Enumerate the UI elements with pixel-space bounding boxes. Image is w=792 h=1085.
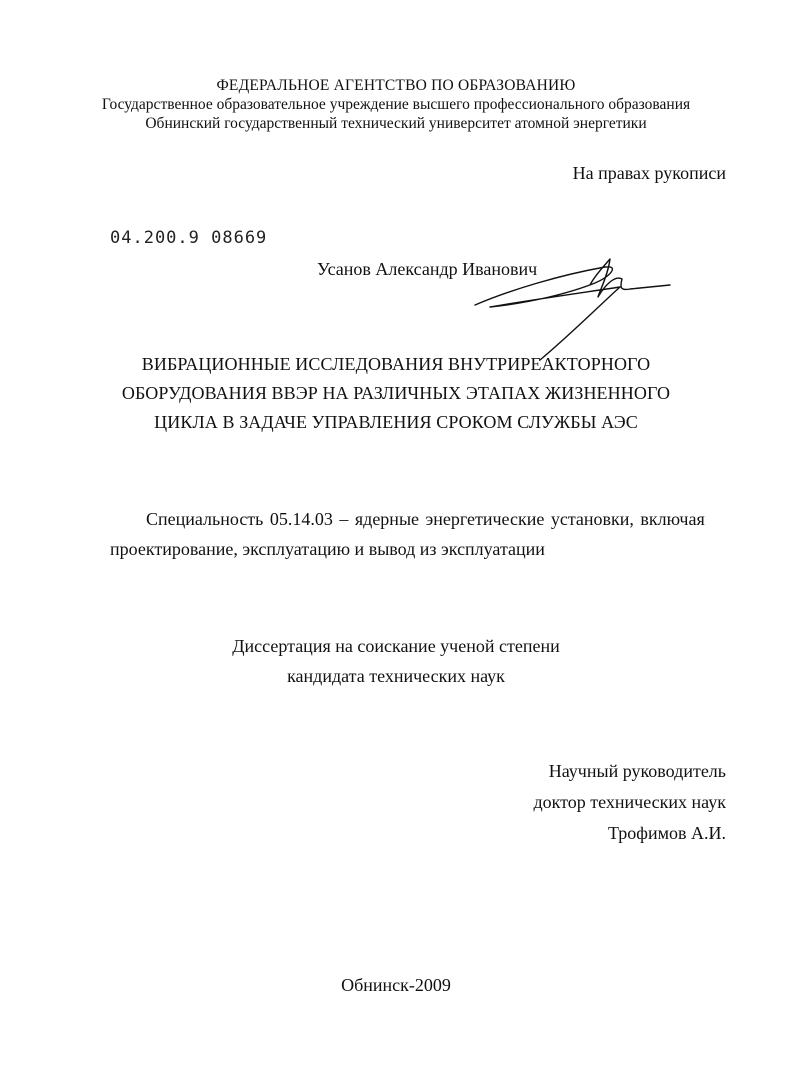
title-line: ОБОРУДОВАНИЯ ВВЭР НА РАЗЛИЧНЫХ ЭТАПАХ ЖИЗНЕННОГО [121, 383, 671, 403]
specialty-line-2: проектирование, эксплуатацию и вывод из эксплуатации [110, 539, 545, 559]
degree-name: кандидата технических наук [287, 666, 505, 686]
manuscript-rights-note: На правах рукописи [572, 163, 726, 183]
handwritten-signature [470, 245, 680, 365]
dissertation-purpose: Диссертация на соискание ученой степени [232, 636, 560, 656]
place-and-year: Обнинск-2009 [341, 975, 451, 995]
agency-heading: ФЕДЕРАЛЬНОЕ АГЕНТСТВО ПО ОБРАЗОВАНИЮ [216, 77, 576, 94]
registration-number-stamp: 04.200.9 08669 [110, 228, 268, 248]
supervisor-degree: доктор технических наук [533, 792, 726, 812]
supervisor-role: Научный руководитель [548, 761, 726, 781]
supervisor-name: Трофимов А.И. [608, 823, 726, 843]
specialty-line-1: Специальность 05.14.03 – ядерные энергетические установки, включая [146, 509, 705, 529]
university-name: Обнинский государственный технический университет атомной энергетики [145, 115, 647, 132]
institution-type: Государственное образовательное учреждение высшего профессионального образования [101, 96, 691, 113]
title-line: ВИБРАЦИОННЫЕ ИССЛЕДОВАНИЯ ВНУТРИРЕАКТОРНОГО [141, 354, 651, 374]
dissertation-title [0, 350, 792, 437]
author-name: Усанов Александр Иванович [317, 259, 538, 279]
title-line: ЦИКЛА В ЗАДАЧЕ УПРАВЛЕНИЯ СРОКОМ СЛУЖБЫ АЭС [154, 412, 638, 432]
